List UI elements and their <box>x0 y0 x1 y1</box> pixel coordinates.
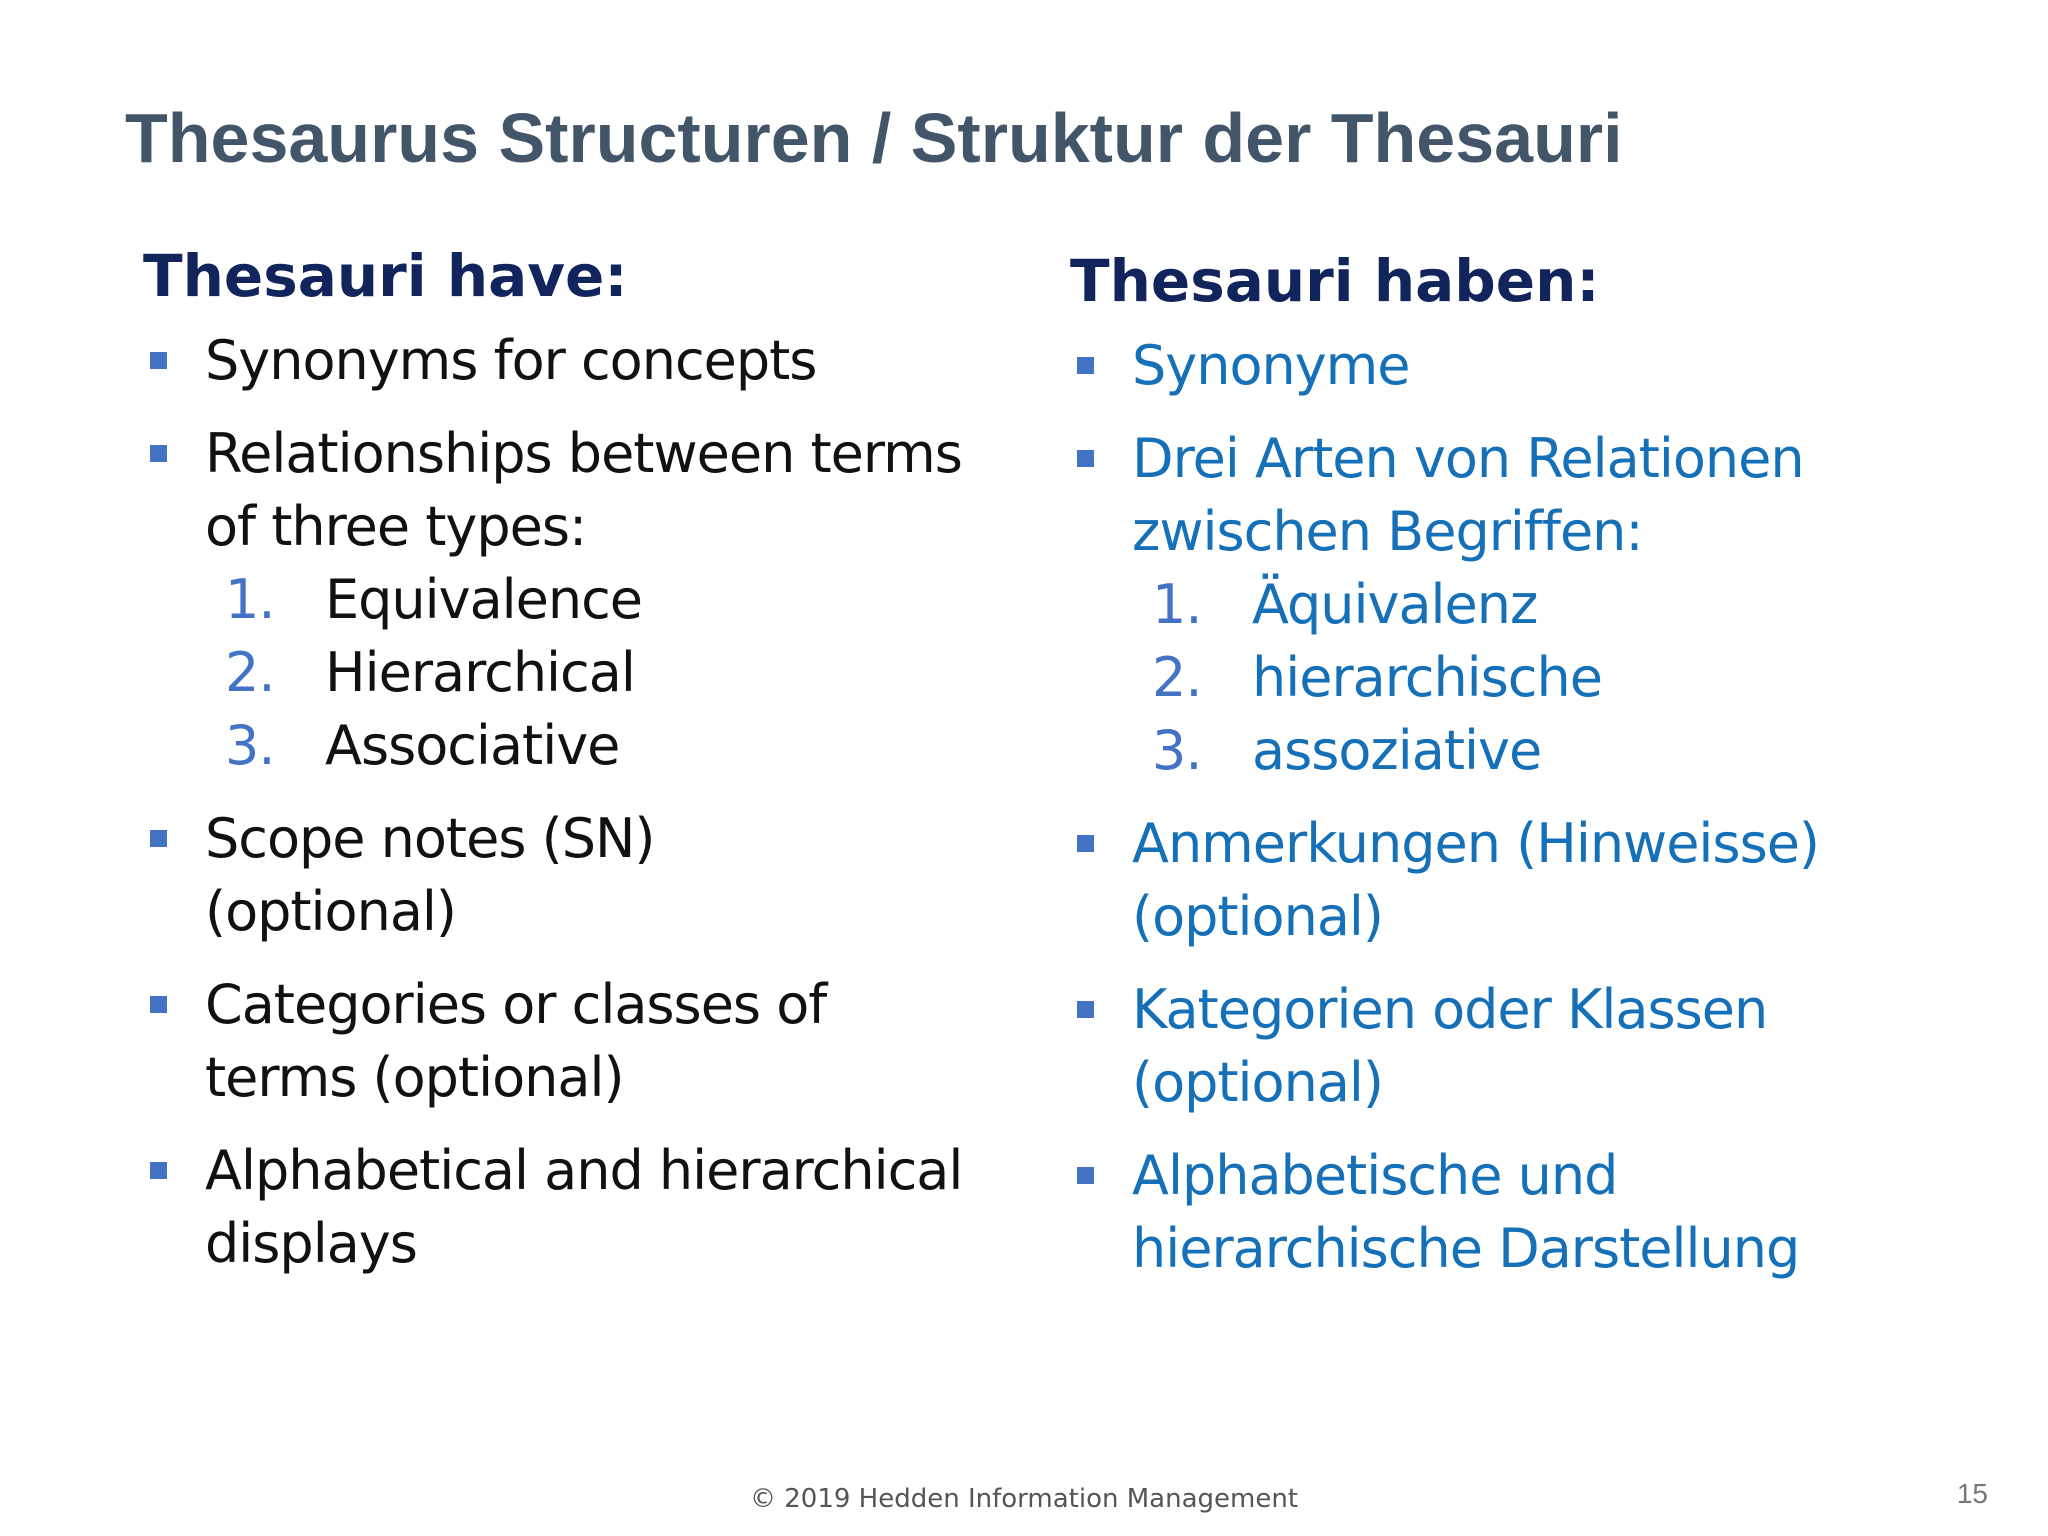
bullet-line: Relationships between terms <box>205 422 962 485</box>
number-label: 1. <box>225 568 275 631</box>
number-label: 3. <box>1152 719 1202 782</box>
numbered-item <box>1132 568 2010 641</box>
bullet-line: Anmerkungen (Hinweisse) <box>1132 812 1819 875</box>
square-bullet-icon <box>150 352 167 369</box>
bullet-line: (optional) <box>1132 885 1383 948</box>
numbered-item-text: Associative <box>325 714 620 777</box>
page-number: 15 <box>1956 1478 1988 1509</box>
bullet-line: Alphabetische und <box>1132 1144 1618 1207</box>
right-bullet-kategorien <box>1070 973 2010 1119</box>
right-bullet-anmerkungen <box>1070 807 2010 953</box>
bullet-line: hierarchische Darstellung <box>1132 1217 1800 1280</box>
square-bullet-icon <box>150 996 167 1013</box>
square-bullet-icon <box>150 1162 167 1179</box>
bullet-line: zwischen Begriffen: <box>1132 500 1643 563</box>
left-bullet-categories <box>143 968 1043 1114</box>
right-bullet-darstellung <box>1070 1139 2010 1285</box>
numbered-item-text: Äquivalenz <box>1252 573 1538 636</box>
numbered-item-text: assoziative <box>1252 719 1542 782</box>
bullet-line: terms (optional) <box>205 1046 624 1109</box>
numbered-item <box>1132 714 2010 787</box>
bullet-line: Categories or classes of <box>205 973 827 1036</box>
left-bullet-scope-notes <box>143 802 1043 948</box>
left-column <box>143 240 1043 1300</box>
numbered-item-text: hierarchische <box>1252 646 1602 709</box>
numbered-item <box>205 636 1043 709</box>
left-column-heading: Thesauri have: <box>143 242 628 310</box>
square-bullet-icon <box>1077 450 1094 467</box>
number-label: 3. <box>225 714 275 777</box>
left-relationship-types <box>205 563 1043 782</box>
number-label: 2. <box>225 641 275 704</box>
left-bullet-displays <box>143 1134 1043 1280</box>
bullet-line: Synonyme <box>1132 334 1410 397</box>
numbered-item <box>205 563 1043 636</box>
bullet-line: Synonyms for concepts <box>205 329 817 392</box>
left-bullet-synonyms <box>143 324 1043 397</box>
bullet-line: Kategorien oder Klassen <box>1132 978 1768 1041</box>
numbered-item <box>205 709 1043 782</box>
numbered-item <box>1132 641 2010 714</box>
right-bullet-relationen <box>1070 422 2010 787</box>
number-label: 2. <box>1152 646 1202 709</box>
copyright-footer: © 2019 Hedden Information Management <box>749 1484 1299 1514</box>
right-column-heading: Thesauri haben: <box>1070 247 1600 315</box>
number-label: 1. <box>1152 573 1202 636</box>
square-bullet-icon <box>1077 835 1094 852</box>
left-bullet-list <box>143 324 1043 1280</box>
bullet-line: Drei Arten von Relationen <box>1132 427 1804 490</box>
bullet-line: of three types: <box>205 495 587 558</box>
numbered-item-text: Hierarchical <box>325 641 635 704</box>
square-bullet-icon <box>150 445 167 462</box>
bullet-line: Scope notes (SN) <box>205 807 655 870</box>
left-bullet-relationships <box>143 417 1043 782</box>
right-column <box>1070 245 2010 1305</box>
numbered-item-text: Equivalence <box>325 568 643 631</box>
right-bullet-synonyme <box>1070 329 2010 402</box>
square-bullet-icon <box>1077 1167 1094 1184</box>
square-bullet-icon <box>1077 357 1094 374</box>
square-bullet-icon <box>1077 1001 1094 1018</box>
slide-title: Thesaurus Structuren / Struktur der Thesauri <box>125 99 1623 177</box>
right-bullet-list <box>1070 329 2010 1285</box>
square-bullet-icon <box>150 830 167 847</box>
bullet-line: (optional) <box>205 880 456 943</box>
bullet-line: displays <box>205 1212 417 1275</box>
bullet-line: Alphabetical and hierarchical <box>205 1139 963 1202</box>
right-relation-types <box>1132 568 2010 787</box>
bullet-line: (optional) <box>1132 1051 1383 1114</box>
